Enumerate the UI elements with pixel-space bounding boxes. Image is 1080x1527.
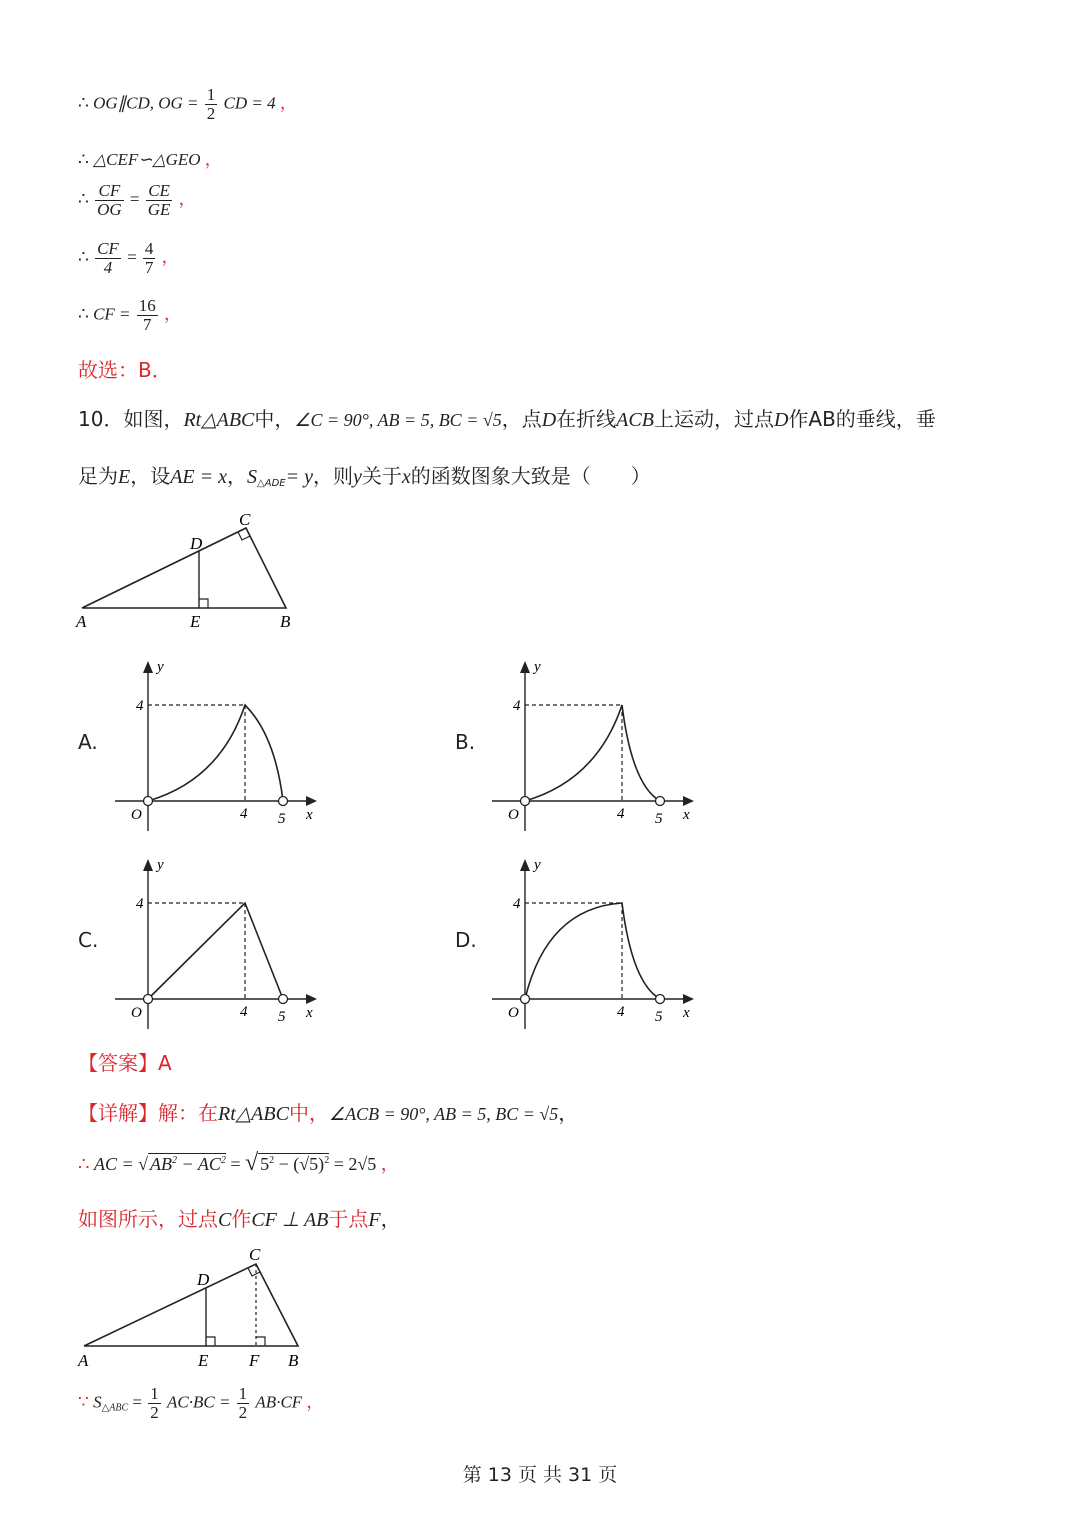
area-term-1: AC·BC =: [167, 1392, 231, 1412]
frac-num: CF: [95, 182, 124, 201]
detail-text: 中，: [288, 1101, 329, 1125]
label-c: C: [239, 510, 251, 529]
triangle-figure-1: [70, 505, 310, 635]
open-point-origin: [521, 995, 530, 1004]
q-math: ∠C = 90°, AB = 5, BC = √5: [294, 410, 502, 430]
punct: ，: [380, 1154, 399, 1174]
q-math: D: [541, 409, 557, 431]
xtick-4: 4: [240, 1004, 248, 1020]
label-c: C: [249, 1245, 261, 1264]
q-text: 的函数图象大致是（ ）: [410, 464, 651, 488]
ytick-4: 4: [513, 698, 521, 714]
therefore-symbol: ∴: [78, 93, 89, 113]
right-angle-f: [256, 1337, 265, 1346]
axes: [115, 661, 317, 831]
right-angle-e: [199, 599, 208, 608]
detail-text: ，: [558, 1101, 579, 1125]
frac-num: CE: [146, 182, 173, 201]
q-math: S: [247, 466, 258, 488]
x-axis-label: x: [306, 1005, 313, 1021]
page-footer: 第 13 页 共 31 页: [462, 1464, 618, 1486]
frac-den: 4: [103, 257, 113, 277]
q-math: Rt△ABC: [183, 409, 255, 431]
frac-num: 16: [138, 296, 156, 315]
open-point-5: [656, 995, 665, 1004]
q-text: ，: [227, 464, 248, 488]
frac-num: 1: [206, 85, 216, 104]
construct-text: 如图所示，过点: [78, 1207, 218, 1231]
equals: =: [230, 1154, 241, 1174]
punct: ，: [178, 189, 196, 209]
calc-result: = 2√5: [333, 1154, 377, 1174]
frac-den: 7: [143, 314, 152, 334]
frac-num: 1: [238, 1384, 248, 1403]
open-point-5: [279, 797, 288, 806]
sqrt-sign: √: [244, 1150, 259, 1176]
q-text: ，点: [501, 407, 542, 431]
q-math: AE = x: [170, 466, 228, 488]
construct-math: CF ⊥ AB: [251, 1209, 329, 1231]
option-d-label: D.: [455, 928, 477, 952]
fraction-cf-4: [95, 240, 121, 277]
label-a: A: [76, 612, 87, 631]
q-math: y: [352, 466, 362, 488]
punct: ，: [161, 247, 179, 267]
y-axis-label: y: [157, 659, 164, 675]
question-10-line-2: [78, 460, 651, 489]
ac-calculation-line: [78, 1150, 399, 1177]
q-text: 上运动，过点: [653, 407, 774, 431]
q-math: ACB: [616, 409, 654, 431]
xtick-4: 4: [240, 806, 248, 822]
fraction-cf-og: [95, 182, 124, 219]
curve: [148, 903, 283, 999]
q-math: D: [773, 409, 789, 431]
construct-line: [78, 1203, 401, 1232]
label-d: D: [197, 1270, 210, 1289]
curve: [525, 903, 660, 999]
expr-cd-4: CD = 4: [223, 93, 276, 113]
fraction-16-7: [137, 297, 158, 334]
frac-den: 7: [144, 257, 154, 277]
frac-den: 2: [238, 1402, 248, 1422]
origin-label: O: [508, 1005, 519, 1021]
therefore-symbol: ∴: [78, 1154, 90, 1174]
q-math: E: [118, 466, 131, 488]
calc-exp: 2: [324, 1155, 330, 1166]
detail-math: ∠ACB = 90°, AB = 5, BC = √5: [328, 1104, 559, 1124]
radicand-2: [258, 1153, 329, 1174]
answer-line: [78, 1047, 172, 1076]
q-text: 作AB的垂线，垂: [788, 407, 936, 431]
area-line: [78, 1385, 323, 1422]
graph-option-a: [110, 655, 330, 835]
q-math-sub: △ADE: [257, 478, 286, 489]
open-point-5: [656, 797, 665, 806]
xtick-5: 5: [278, 811, 286, 827]
therefore-symbol: ∴: [78, 189, 89, 209]
answer-value: A: [158, 1051, 172, 1075]
frac-den: 2: [206, 103, 216, 123]
label-a: A: [78, 1351, 89, 1370]
x-axis-label: x: [306, 807, 313, 823]
calc-exp: 2: [220, 1155, 226, 1166]
solution-line-2: [78, 145, 222, 170]
expr-cf: CF =: [93, 304, 131, 324]
x-axis-label: x: [683, 1005, 690, 1021]
open-point-origin: [144, 995, 153, 1004]
ytick-4: 4: [136, 698, 144, 714]
open-point-origin: [144, 797, 153, 806]
because-symbol: ∵: [78, 1392, 89, 1412]
q-math: = y: [285, 466, 313, 488]
origin-label: O: [131, 807, 142, 823]
frac-num: CF: [97, 239, 119, 258]
equals: =: [132, 1392, 142, 1412]
label-f: F: [249, 1351, 260, 1370]
triangle-figure-2: [70, 1240, 320, 1375]
question-10-line-1: [78, 403, 936, 432]
construct-text: 作: [231, 1207, 252, 1231]
label-e: E: [198, 1351, 209, 1370]
punct: ，: [279, 93, 297, 113]
solution-line-3: [78, 182, 196, 219]
punct: ，: [306, 1392, 324, 1412]
xtick-4: 4: [617, 806, 625, 822]
axes: [492, 661, 694, 831]
label-e: E: [190, 612, 201, 631]
graph-option-c: [110, 853, 330, 1033]
curve: [525, 705, 660, 801]
fraction-half-1: [148, 1385, 161, 1422]
calc-lhs: AC =: [93, 1154, 134, 1174]
option-b-label: B.: [455, 730, 476, 754]
therefore-symbol: ∴: [78, 150, 89, 169]
q-math: x: [401, 466, 411, 488]
equals: =: [127, 247, 137, 267]
triangle-abc: [84, 1264, 298, 1346]
q-text: ，则: [312, 464, 353, 488]
solution-line-4: [78, 240, 179, 277]
construct-math: F: [368, 1209, 381, 1231]
area-s-sub: △ABC: [101, 1402, 129, 1414]
construct-text: ，: [380, 1207, 401, 1231]
fraction-ce-ge: [146, 182, 173, 219]
open-point-5: [279, 995, 288, 1004]
q-text: 如图，: [123, 407, 184, 431]
construct-text: 于点: [328, 1207, 369, 1231]
fraction-half: [205, 86, 218, 123]
xtick-5: 5: [278, 1009, 286, 1025]
graph-option-d: [487, 853, 707, 1033]
label-d: D: [190, 534, 203, 553]
right-angle-e: [206, 1337, 215, 1346]
calc-part: − AC: [177, 1154, 221, 1174]
fraction-half-2: [237, 1385, 250, 1422]
triangle-abc: [82, 528, 286, 608]
calc-exp: 2: [172, 1155, 177, 1166]
xtick-4: 4: [617, 1004, 625, 1020]
equals: =: [129, 189, 140, 209]
y-axis-label: y: [157, 857, 164, 873]
ytick-4: 4: [513, 896, 521, 912]
frac-den: GE: [147, 199, 171, 219]
detail-tag: 【详解】: [78, 1101, 158, 1125]
origin-label: O: [131, 1005, 142, 1021]
label-b: B: [288, 1351, 299, 1370]
calc-part: − (√5): [274, 1154, 325, 1174]
question-number: 10．: [78, 407, 124, 431]
calc-part: AB: [150, 1154, 172, 1174]
label-b: B: [280, 612, 291, 631]
y-axis-label: y: [534, 659, 541, 675]
frac-den: 2: [150, 1402, 159, 1422]
radicand-1: [148, 1153, 226, 1174]
q-text: 关于: [361, 464, 402, 488]
q-text: 足为: [78, 464, 118, 488]
q-text: 在折线: [556, 407, 617, 431]
curve: [148, 705, 283, 801]
ytick-4: 4: [136, 896, 144, 912]
y-axis-label: y: [534, 857, 541, 873]
origin-label: O: [508, 807, 519, 823]
sqrt-sign: √: [138, 1154, 148, 1174]
q-text: ，设: [130, 464, 171, 488]
frac-den: OG: [97, 199, 122, 219]
area-s: S: [93, 1392, 102, 1412]
calc-exp: 2: [269, 1155, 275, 1166]
therefore-symbol: ∴: [78, 247, 89, 267]
open-point-origin: [521, 797, 530, 806]
detail-math: Rt△ABC: [218, 1103, 289, 1125]
answer-tag: 【答案】: [78, 1051, 158, 1075]
construct-math: C: [218, 1209, 232, 1231]
graph-option-b: [487, 655, 707, 835]
punct: ，: [204, 150, 222, 169]
area-term-2: AB·CF: [255, 1392, 303, 1412]
xtick-5: 5: [655, 1009, 663, 1025]
expr-similar-triangles: △CEF∽△GEO: [93, 150, 201, 169]
q-text: 中，: [254, 407, 295, 431]
axes: [492, 859, 694, 1029]
calc-part: 5: [260, 1154, 270, 1174]
expr-og-parallel: OG∥CD, OG =: [93, 93, 199, 113]
solution-line-5: [78, 297, 181, 334]
detail-line: [78, 1097, 578, 1126]
therefore-symbol: ∴: [78, 304, 89, 324]
x-axis-label: x: [683, 807, 690, 823]
option-a-label: A.: [78, 730, 98, 754]
option-c-label: C.: [78, 928, 99, 952]
solution-line-1: [78, 86, 297, 123]
frac-num: 1: [150, 1384, 159, 1403]
axes: [115, 859, 317, 1029]
fraction-4-7: [143, 240, 156, 277]
frac-num: 4: [144, 239, 154, 258]
xtick-5: 5: [655, 811, 663, 827]
choose-answer-line: 故选：B．: [78, 358, 172, 382]
detail-text: 解：在: [158, 1101, 218, 1125]
punct: ，: [164, 304, 182, 324]
